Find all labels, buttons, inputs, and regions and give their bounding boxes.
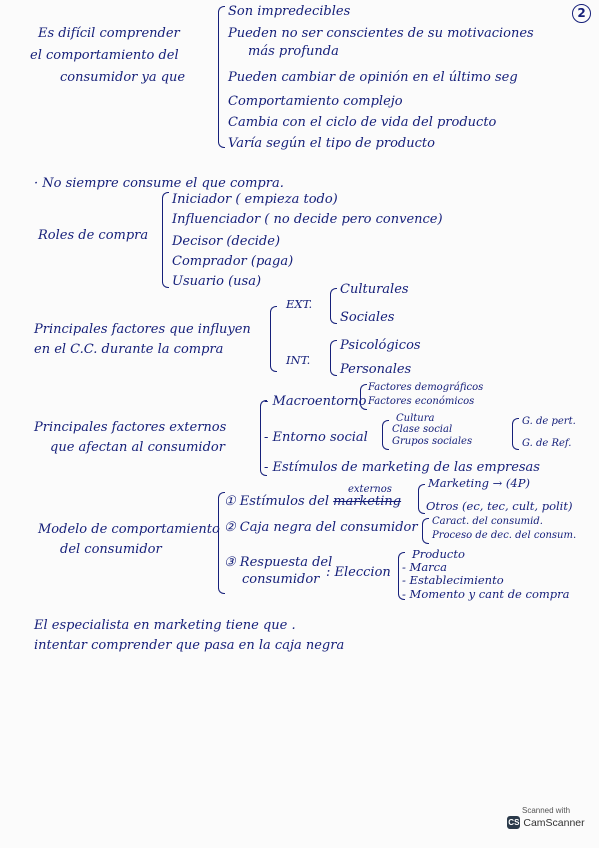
social-item: Grupos sociales (392, 436, 473, 447)
step1-text: ① Estímulos del (224, 494, 329, 509)
item: Cambia con el ciclo de vida del producto (228, 115, 497, 130)
camscanner-name: CamScanner (523, 816, 585, 829)
social-item: Clase social (392, 424, 453, 435)
int-label: INT. (286, 353, 311, 367)
step3-item: - Marca (402, 560, 447, 574)
principal-lead-1: Principales factores que influyen (34, 322, 251, 337)
principal-lead-2: en el C.C. durante la compra (34, 342, 224, 357)
item: Pueden no ser conscientes de su motivaciones (228, 26, 534, 41)
step3-line-2: consumidor (242, 572, 320, 587)
role-item: Influenciador ( no decide pero convence) (172, 212, 443, 227)
role-item: Decisor (decide) (172, 234, 281, 249)
step1-item: Marketing → (4P) (428, 476, 530, 490)
estimulos-text: Estímulos de marketing de las empresas (272, 460, 540, 475)
ext-label: EXT. (286, 297, 313, 311)
brace (330, 288, 337, 324)
model-lead-2: del consumidor (60, 542, 162, 557)
ext-item: Sociales (340, 310, 395, 325)
step1-item: Otros (ec, tec, cult, polit) (426, 499, 573, 513)
scanned-with-label: Scanned with (521, 806, 571, 815)
role-item: Usuario (usa) (172, 274, 262, 289)
item: Pueden cambiar de opinión en el último seg (228, 70, 518, 85)
roles-label: Roles de compra (38, 228, 149, 243)
model-lead-1: Modelo de comportamiento (38, 522, 220, 537)
role-item: Comprador (paga) (172, 254, 294, 269)
int-item: Personales (340, 362, 412, 377)
brace (218, 6, 225, 148)
macro-item: Factores económicos (368, 396, 475, 407)
grupo-item: G. de pert. (522, 416, 576, 427)
item: Varía según el tipo de producto (228, 136, 435, 151)
ext-item: Culturales (340, 282, 409, 297)
step2-item: Caract. del consumid. (432, 516, 543, 527)
brace (422, 518, 429, 544)
step3-line-1: ③ Respuesta del (224, 555, 333, 570)
step3-item: - Establecimiento (402, 573, 504, 587)
external-lead-1: Principales factores externos (34, 420, 227, 435)
step3-item: - Momento y cant de compra (402, 587, 570, 601)
item: más profunda (248, 44, 339, 59)
brace (360, 384, 367, 410)
brace (418, 484, 425, 514)
step1-struck-word: marketing (333, 494, 402, 509)
estimulos-label: - Estímulos de marketing de las empresas (264, 460, 540, 475)
external-lead-2: que afectan al consumidor (50, 440, 225, 455)
step1-correction: externos (348, 484, 392, 495)
step2: ② Caja negra del consumidor (224, 520, 418, 535)
social-label: - Entorno social (264, 430, 368, 445)
brace (382, 420, 389, 450)
brace (330, 340, 337, 376)
step1 (224, 494, 401, 510)
grupo-item: G. de Ref. (522, 438, 572, 449)
step3-item-text: Momento y cant de compra (409, 587, 570, 601)
closing-line-1: El especialista en marketing tiene que . (34, 618, 296, 633)
page-number: 2 (572, 4, 591, 23)
step3-item: Producto (412, 547, 465, 561)
int-item: Psicológicos (340, 338, 421, 353)
step2-item: Proceso de dec. del consum. (432, 530, 577, 541)
macro-item: Factores demográficos (368, 382, 484, 393)
lead-line-2: el comportamiento del (30, 48, 179, 63)
item: Son impredecibles (228, 4, 351, 19)
camscanner-logo-icon: CS (508, 818, 520, 827)
social-item: Cultura (396, 413, 435, 424)
closing-line-2: intentar comprender que pasa en la caja negra (34, 638, 345, 653)
macro-label: - Macroentorno (264, 394, 367, 409)
step3-item-text: Establecimiento (409, 573, 504, 587)
camscanner-watermark (505, 806, 587, 829)
brace (162, 192, 169, 288)
lead-line-1: Es difícil comprender (38, 26, 180, 41)
brace (270, 306, 277, 372)
lead-line-3: consumidor ya que (60, 70, 186, 85)
step3-item-text: Marca (409, 560, 447, 574)
item: Comportamiento complejo (228, 94, 403, 109)
brace (512, 418, 519, 450)
role-item: Iniciador ( empieza todo) (172, 192, 338, 207)
step3-eleccion: : Eleccion (326, 565, 391, 580)
camscanner-badge (505, 816, 587, 829)
note-consumer: · No siempre consume el que compra. (34, 176, 284, 191)
